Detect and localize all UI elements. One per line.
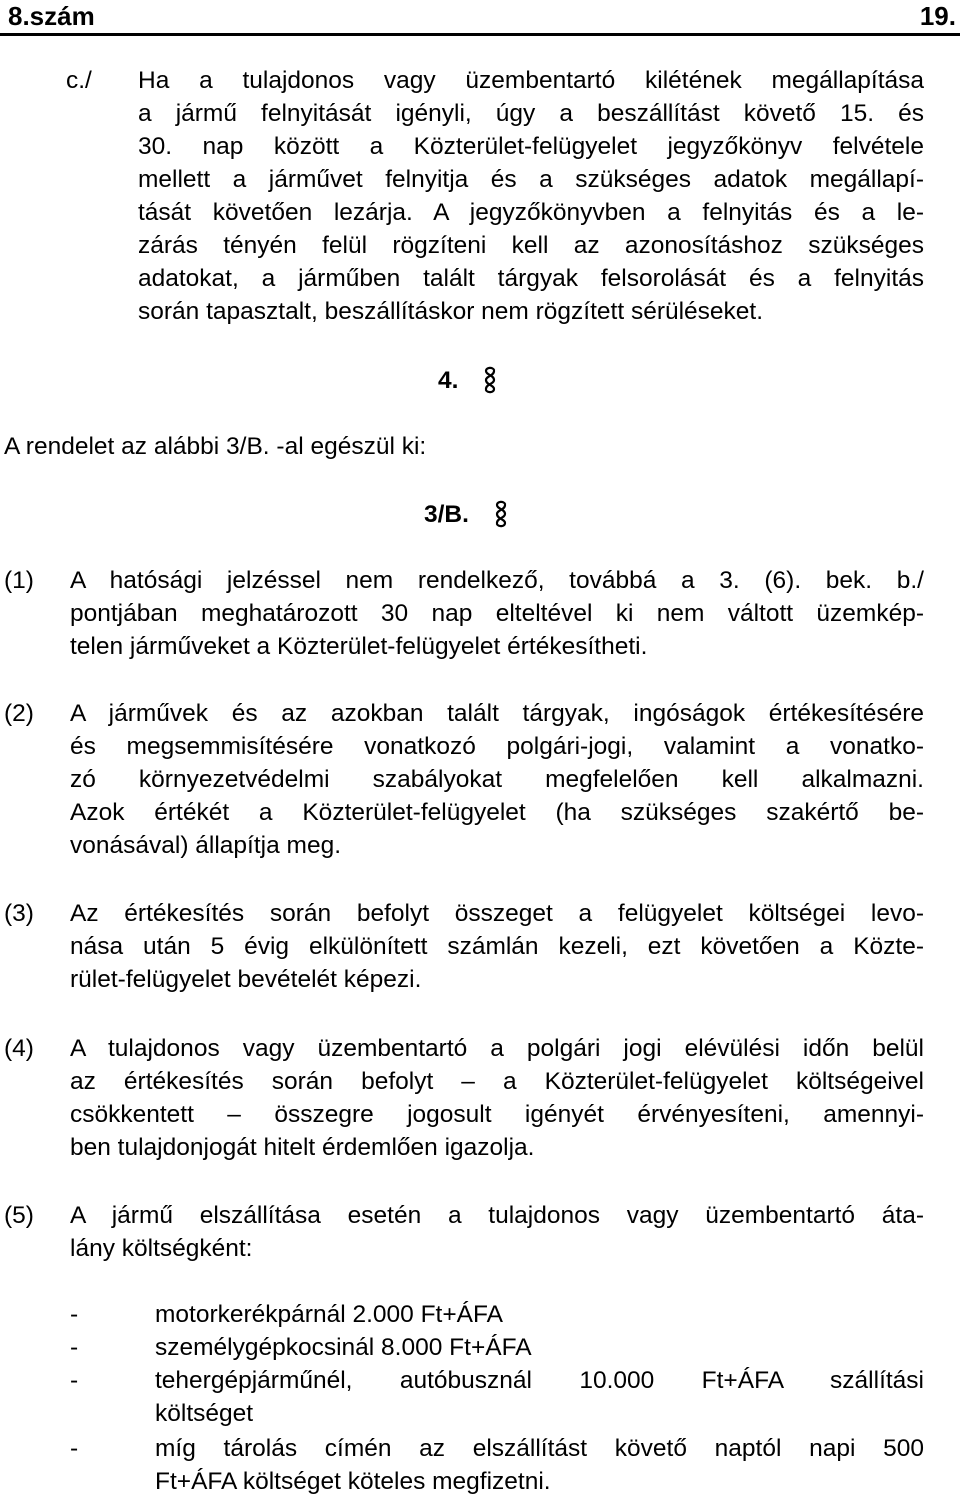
text-line: során tapasztalt, beszállításkor nem rögzített sérüléseket. [138, 298, 764, 325]
section-number: 4. [438, 367, 459, 394]
amendment-intro [4, 430, 426, 463]
paragraph-4-marker: (4) [4, 1035, 34, 1062]
section-3b-heading [424, 498, 508, 531]
text-line: adatokat, a járműben talált tárgyak felsorolását és a felnyitás [138, 265, 924, 292]
text-line: zó környezetvédelmi szabályokat megfelelően kell alkalmazni. [70, 766, 924, 793]
text-line: Ft+ÁFA költséget köteles megfizetni. [155, 1468, 551, 1495]
text-line: Az értékesítés során befolyt összeget a felügyelet költségei levo- [70, 900, 924, 927]
intro-text: A rendelet az alábbi 3/B. -al egészül ki: [4, 433, 427, 460]
paragraph-3 [70, 897, 924, 996]
text-line: A tulajdonos vagy üzembentartó a polgári jogi elévülési időn belül [70, 1035, 924, 1062]
section-sign-icon [494, 500, 508, 528]
text-line: A járművek és az azokban talált tárgyak, ingóságok értékesítésére [70, 700, 924, 727]
text-line: költséget [155, 1400, 254, 1427]
page-number: 19. [919, 1, 956, 31]
fee-item-car [155, 1331, 924, 1364]
text-line: és megsemmisítésére vonatkozó polgári-jogi, valamint a vonatko- [70, 733, 924, 760]
text-line: ben tulajdonjogát hitelt érdemlően igazolja. [70, 1134, 535, 1161]
text-line: rület-felügyelet bevételét képezi. [70, 966, 422, 993]
text-line: személygépkocsinál 8.000 Ft+ÁFA [155, 1334, 532, 1361]
list-bullet: - [70, 1301, 79, 1328]
section-4-heading [438, 364, 497, 397]
text-line: A jármű elszállítása esetén a tulajdonos vagy üzembentartó áta- [70, 1202, 924, 1229]
issue-number: 8.szám [8, 1, 95, 31]
list-bullet: - [70, 1334, 79, 1361]
text-line: Azok értékét a Közterület-felügyelet (ha szükséges szakértő be- [70, 799, 924, 826]
paragraph-5 [70, 1199, 924, 1265]
paragraph-3-marker: (3) [4, 900, 34, 927]
text-line: zárás tényén felül rögzíteni kell az azonosításhoz szükséges [138, 232, 924, 259]
text-line: Ha a tulajdonos vagy üzembentartó kilétének megállapítása [138, 67, 924, 94]
text-line: pontjában meghatározott 30 nap elteltével ki nem váltott üzemkép- [70, 600, 924, 627]
section-sign-icon [483, 366, 497, 394]
paragraph-5-marker: (5) [4, 1202, 34, 1229]
item-c-text [138, 64, 924, 328]
text-line: A hatósági jelzéssel nem rendelkező, továbbá a 3. (6). bek. b./ [70, 567, 924, 594]
text-line: tehergépjárműnél, autóbusznál 10.000 Ft+ÁFA szállítási [155, 1367, 924, 1394]
text-line: telen járműveket a Közterület-felügyelet értékesítheti. [70, 633, 648, 660]
list-bullet: - [70, 1367, 79, 1394]
text-line: az értékesítés során befolyt – a Közterület-felügyelet költségeivel [70, 1068, 924, 1095]
text-line: csökkentett – összegre jogosult igényét érvényesíteni, amennyi- [70, 1101, 924, 1128]
fee-item-truck-bus [155, 1364, 924, 1430]
text-line: mellett a járművet felnyitja és a szükséges adatok megállapí- [138, 166, 924, 193]
text-line: míg tárolás címén az elszállítást követő naptól napi 500 [155, 1435, 924, 1462]
section-number: 3/B. [424, 501, 469, 528]
text-line: motorkerékpárnál 2.000 Ft+ÁFA [155, 1301, 503, 1328]
text-line: vonásával) állapítja meg. [70, 832, 342, 859]
text-line: nása után 5 évig elkülönített számlán kezeli, ezt követően a Közte- [70, 933, 924, 960]
fee-item-motorcycle [155, 1298, 924, 1331]
paragraph-1 [70, 564, 924, 663]
paragraph-2 [70, 697, 924, 862]
page-header [0, 0, 960, 34]
text-line: tását követően lezárja. A jegyzőkönyvben a felnyitás és a le- [138, 199, 924, 226]
paragraph-2-marker: (2) [4, 700, 34, 727]
paragraph-1-marker: (1) [4, 567, 34, 594]
text-line: lány költségként: [70, 1235, 253, 1262]
item-c-marker: c./ [66, 67, 92, 94]
header-rule [0, 33, 960, 36]
list-bullet: - [70, 1435, 79, 1462]
text-line: a jármű felnyitását igényli, úgy a beszállítást követő 15. és [138, 100, 924, 127]
paragraph-4 [70, 1032, 924, 1164]
fee-item-storage [155, 1432, 924, 1498]
text-line: 30. nap között a Közterület-felügyelet jegyzőkönyv felvétele [138, 133, 924, 160]
